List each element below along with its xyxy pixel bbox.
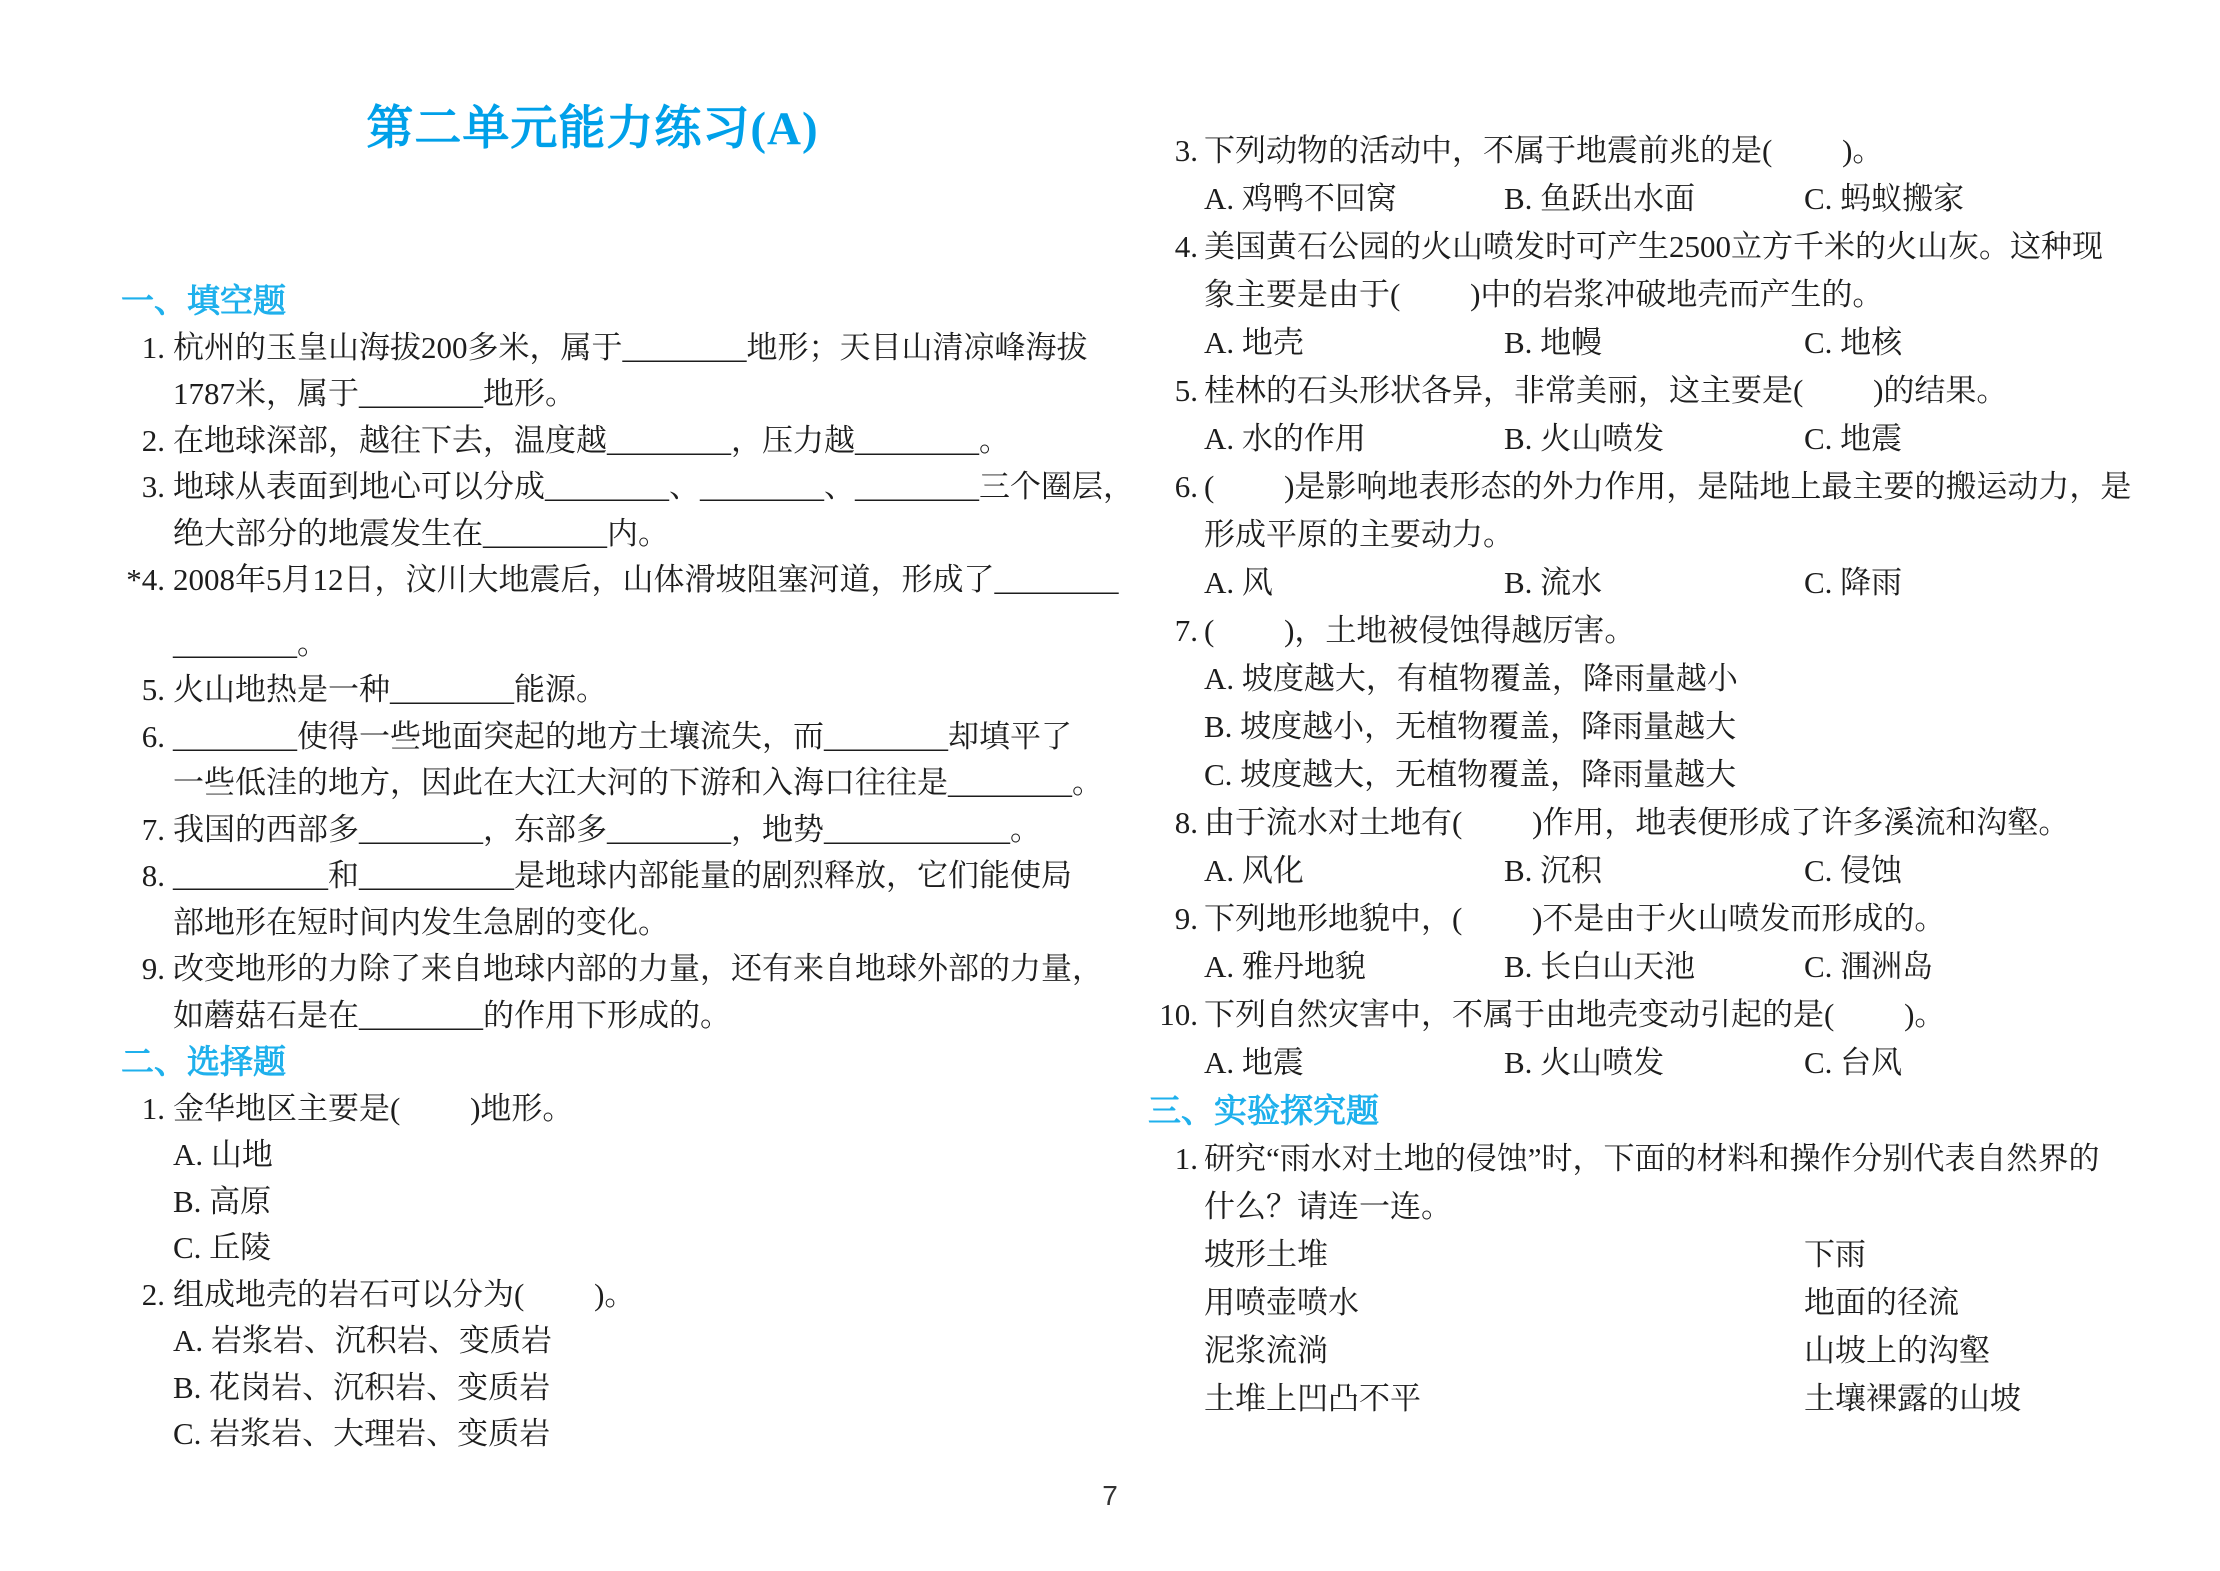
question-number: 6.	[1174, 469, 1198, 504]
option-c: C. 台风	[1804, 1045, 1903, 1080]
question-text: 下列动物的活动中，不属于地震前兆的是( )。	[1204, 133, 1884, 168]
question-text: 我国的西部多________，东部多________，地势____________。	[173, 811, 1041, 847]
question-number: 8.	[141, 858, 165, 893]
match-table	[1140, 1231, 2170, 1423]
section-heading-fill-blanks: 一、填空题	[121, 282, 286, 319]
question-text: 改变地形的力除了来自地球内部的力量，还有来自地球外部的力量，	[173, 951, 1103, 986]
question-text: 由于流水对土地有( )作用，地表便形成了许多溪流和沟壑。	[1204, 805, 2070, 840]
options-row	[1204, 1039, 2170, 1087]
fill-question-7	[95, 807, 1090, 854]
choice-question-1	[95, 1086, 1090, 1272]
option-b: B. 地幔	[1504, 325, 1603, 360]
question-text: 桂林的石头形状各异，非常美丽，这主要是( )的结果。	[1204, 373, 2008, 408]
match-left-item: 泥浆流淌	[1204, 1333, 1328, 1368]
choice-question-5	[1140, 367, 2170, 463]
options-row	[1204, 175, 2170, 223]
left-column	[95, 0, 1134, 1458]
question-number: 5.	[141, 672, 165, 707]
option-a: A. 地震	[1204, 1045, 1304, 1080]
option-b: B. 坡度越小，无植物覆盖，降雨量越大	[1204, 709, 1737, 744]
question-text: 火山地热是一种________能源。	[173, 672, 607, 707]
fill-question-9	[95, 946, 1103, 1039]
match-left-item: 土堆上凹凸不平	[1204, 1381, 1421, 1416]
question-text: 部地形在短时间内发生急剧的变化。	[173, 904, 669, 940]
question-number: 6.	[141, 718, 165, 754]
question-text: 什么？请连一连。	[1204, 1189, 1452, 1224]
option-c: C. 丘陵	[173, 1230, 272, 1265]
question-text: ( )是影响地表形态的外力作用，是陆地上最主要的搬运动力，是	[1204, 469, 2132, 504]
option-c: C. 地震	[1804, 421, 1903, 456]
options-row	[1204, 319, 2170, 367]
question-text: ________。	[173, 625, 328, 661]
question-text: 金华地区主要是( )地形。	[173, 1090, 574, 1126]
page-title: 第二单元能力练习(A)	[366, 103, 819, 155]
section-heading-multiple-choice: 二、选择题	[121, 1043, 286, 1080]
option-c: C. 坡度越大，无植物覆盖，降雨量越大	[1204, 757, 1737, 792]
question-number: 1.	[141, 1090, 165, 1126]
option-c: C. 地核	[1804, 325, 1903, 360]
question-text: 研究“雨水对土地的侵蚀”时，下面的材料和操作分别代表自然界的	[1204, 1141, 2100, 1176]
option-a: A. 山地	[173, 1137, 273, 1172]
options-row	[1204, 847, 2170, 895]
question-number: 9.	[141, 951, 165, 986]
question-number: 5.	[1174, 373, 1198, 408]
question-text: 地球从表面到地心可以分成________、________、________三个圈层，	[173, 469, 1134, 504]
option-b: B. 沉积	[1504, 853, 1603, 888]
match-left-item: 坡形土堆	[1204, 1237, 1328, 1272]
options-row	[1204, 415, 2170, 463]
question-number: 10.	[1159, 997, 1198, 1032]
choice-question-9	[1140, 895, 2170, 991]
question-text: 下列自然灾害中，不属于由地壳变动引起的是( )。	[1204, 997, 1946, 1032]
option-a: A. 风化	[1204, 853, 1304, 888]
fill-question-3	[95, 464, 1134, 557]
question-number: 2.	[141, 1276, 165, 1312]
options-row	[1204, 943, 2170, 991]
option-a: A. 风	[1204, 565, 1273, 600]
question-text: 形成平原的主要动力。	[1204, 517, 1514, 552]
choice-question-10	[1140, 991, 2170, 1087]
question-text: 2008年5月12日，汶川大地震后，山体滑坡阻塞河道，形成了________	[173, 562, 1119, 597]
option-b: B. 高原	[173, 1183, 272, 1219]
option-a: A. 岩浆岩、沉积岩、变质岩	[173, 1323, 552, 1358]
question-text: 杭州的玉皇山海拔200多米，属于________地形；天目山清凉峰海拔	[173, 329, 1088, 365]
match-right-item: 地面的径流	[1804, 1285, 1959, 1320]
option-a: A. 地壳	[1204, 325, 1304, 360]
match-right-item: 下雨	[1804, 1237, 1866, 1272]
question-number: 7.	[141, 811, 165, 847]
question-number: 7.	[1174, 613, 1198, 648]
question-number: 3.	[1174, 133, 1198, 168]
option-a: A. 水的作用	[1204, 421, 1366, 456]
question-text: 在地球深部，越往下去，温度越________，压力越________。	[173, 422, 1010, 458]
option-a: A. 雅丹地貌	[1204, 949, 1366, 984]
section-heading-experiment: 三、实验探究题	[1148, 1092, 1379, 1129]
question-text: 1787米，属于________地形。	[173, 376, 576, 411]
match-row-3	[1140, 1327, 2170, 1375]
question-number: 8.	[1174, 805, 1198, 840]
option-c: C. 岩浆岩、大理岩、变质岩	[173, 1416, 551, 1451]
question-text: 美国黄石公园的火山喷发时可产生2500立方千米的火山灰。这种现	[1204, 229, 2103, 264]
option-c: C. 涠洲岛	[1804, 949, 1934, 984]
fill-question-8	[95, 853, 1090, 946]
match-left-item: 用喷壶喷水	[1204, 1285, 1359, 1320]
choice-question-7	[1140, 607, 2170, 799]
question-number: 9.	[1174, 901, 1198, 936]
match-row-2	[1140, 1279, 2170, 1327]
question-number: 1.	[141, 329, 165, 365]
fill-question-1	[95, 325, 1090, 418]
options-row	[1204, 559, 2170, 607]
question-text: 一些低洼的地方，因此在大江大河的下游和入海口往往是________。	[173, 765, 1103, 800]
option-b: B. 火山喷发	[1504, 1045, 1665, 1080]
option-c: C. 蚂蚁搬家	[1804, 181, 1965, 216]
match-right-item: 土壤裸露的山坡	[1804, 1381, 2021, 1416]
question-number: *4.	[126, 562, 165, 597]
fill-question-4	[95, 557, 1119, 667]
option-b: B. 长白山天池	[1504, 949, 1696, 984]
choice-question-8	[1140, 799, 2170, 895]
match-right-item: 山坡上的沟壑	[1804, 1333, 1990, 1368]
option-b: B. 火山喷发	[1504, 421, 1665, 456]
question-text: 如蘑菇石是在________的作用下形成的。	[173, 997, 731, 1033]
question-text: ( )，土地被侵蚀得越厉害。	[1204, 613, 1636, 648]
match-row-4	[1140, 1375, 2170, 1423]
right-column	[1140, 0, 2170, 1423]
question-text: 象主要是由于( )中的岩浆冲破地壳而产生的。	[1204, 277, 1884, 312]
question-text: ________使得一些地面突起的地方土壤流失，而________却填平了	[173, 718, 1072, 754]
option-c: C. 侵蚀	[1804, 853, 1903, 888]
question-text: __________和__________是地球内部能量的剧烈释放，它们能使局	[173, 858, 1072, 893]
option-b: B. 流水	[1504, 565, 1603, 600]
choice-question-4	[1140, 223, 2170, 367]
question-text: 绝大部分的地震发生在________内。	[173, 515, 669, 551]
option-b: B. 花岗岩、沉积岩、变质岩	[173, 1369, 551, 1405]
question-number: 1.	[1174, 1141, 1198, 1176]
question-text: 下列地形地貌中，( )不是由于火山喷发而形成的。	[1204, 901, 1946, 936]
question-number: 3.	[141, 469, 165, 504]
fill-question-2	[95, 418, 1090, 465]
question-number: 4.	[1174, 229, 1198, 264]
question-text: 组成地壳的岩石可以分为( )。	[173, 1276, 636, 1312]
choice-question-2	[95, 1272, 1090, 1458]
question-number: 2.	[141, 422, 165, 458]
option-c: C. 降雨	[1804, 565, 1903, 600]
page-number: 7	[1102, 1480, 1118, 1511]
fill-question-5	[95, 667, 1090, 714]
fill-question-6	[95, 714, 1103, 807]
option-a: A. 鸡鸭不回窝	[1204, 181, 1397, 216]
option-b: B. 鱼跃出水面	[1504, 181, 1696, 216]
choice-question-6	[1140, 463, 2170, 607]
option-a: A. 坡度越大，有植物覆盖，降雨量越小	[1204, 661, 1738, 696]
experiment-question-1	[1140, 1135, 2170, 1231]
match-row-1	[1140, 1231, 2170, 1279]
choice-question-3	[1140, 127, 2170, 223]
